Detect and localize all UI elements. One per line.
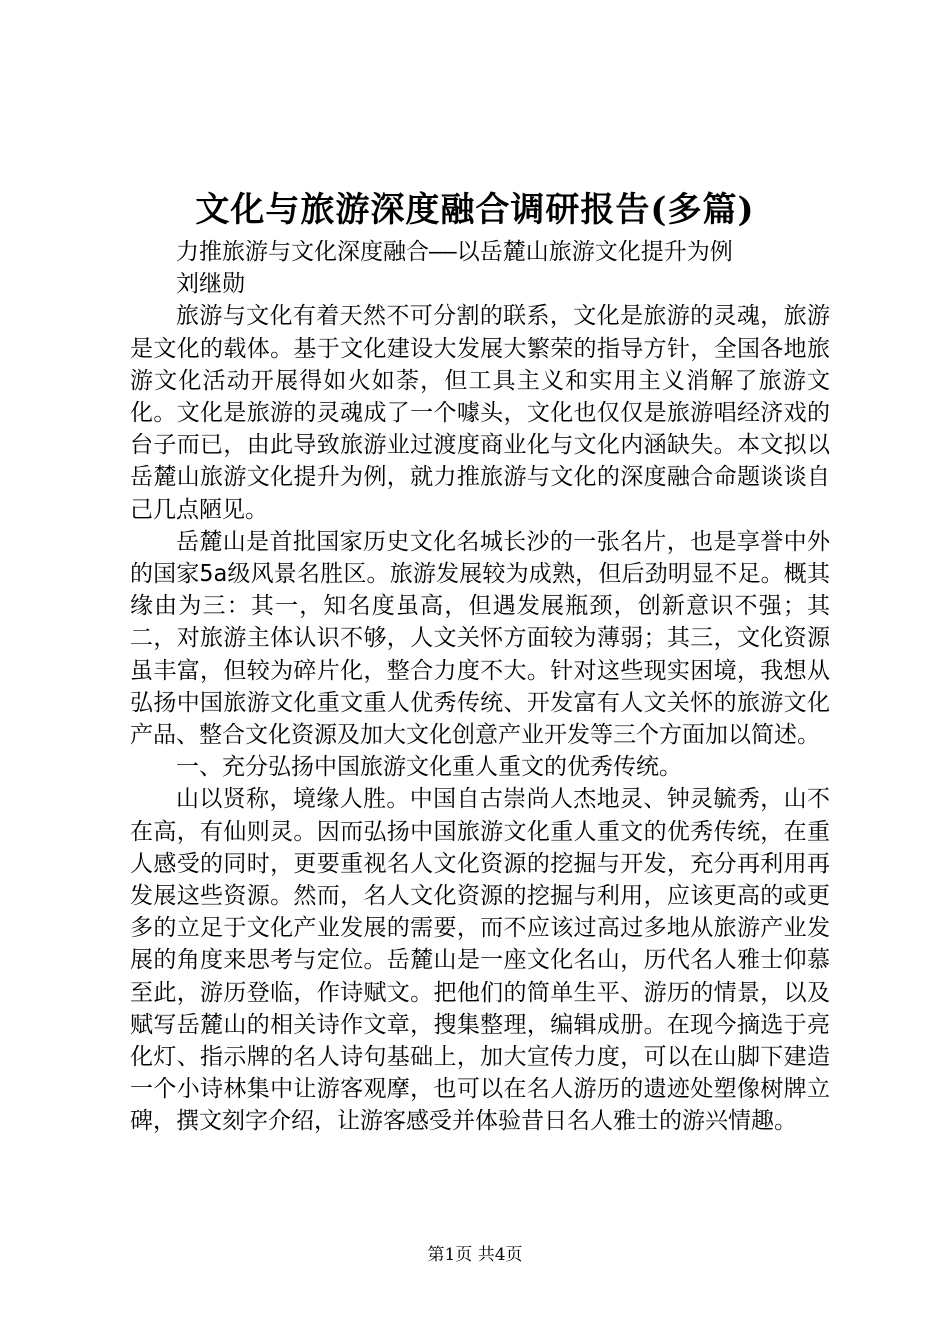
author-line: 刘继勋 [176, 271, 245, 298]
document-body [130, 236, 830, 1138]
paragraph-3: 山以贤称，境缘人胜。中国自古崇尚人杰地灵、钟灵毓秀，山不在高，有仙则灵。因而弘扬中国旅游文化重人重文的优秀传统，在重人感受的同时，更要重视名人文化资源的挖掘与开发，充分再利用再发展这些资源。然而，名人文化资源的挖掘与利用，应该更高的或更多的立足于文化产业发展的需要，而不应该过高过多地从旅游产业发展的角度来思考与定位。岳麓山是一座文化名山，历代名人雅士仰慕至此，游历登临，作诗赋文。把他们的简单生平、游历的情景，以及赋写岳麓山的相关诗作文章，搜集整理，编辑成册。在现今摘选于亮化灯、指示牌的名人诗句基础上，加大宣传力度，可以在山脚下建造一个小诗林集中让游客观摩，也可以在名人游历的遗迹处塑像树牌立碑，撰文刻字介绍，让游客感受并体验昔日名人雅士的游兴情趣。 [130, 786, 830, 1135]
document-title: 文化与旅游深度融合调研报告(多篇) [195, 190, 755, 230]
page-footer: 第1页 共4页 [427, 1245, 523, 1265]
paragraph-1: 旅游与文化有着天然不可分割的联系，文化是旅游的灵魂，旅游是文化的载体。基于文化建设大发展大繁荣的指导方针，全国各地旅游文化活动开展得如火如荼，但工具主义和实用主义消解了旅游文化。文化是旅游的灵魂成了一个噱头，文化也仅仅是旅游唱经济戏的台子而已，由此导致旅游业过渡度商业化与文化内涵缺失。本文拟以岳麓山旅游文化提升为例，就力推旅游与文化的深度融合命题谈谈自己几点陋见。 [130, 303, 830, 523]
paragraph-2: 岳麓山是首批国家历史文化名城长沙的一张名片，也是享誉中外的国家5a级风景名胜区。旅游发展较为成熟，但后劲明显不足。概其缘由为三：其一，知名度虽高，但遇发展瓶颈，创新意识不强；其二，对旅游主体认识不够，人文关怀方面较为薄弱；其三，文化资源虽丰富，但较为碎片化，整合力度不大。针对这些现实困境，我想从弘扬中国旅游文化重文重人优秀传统、开发富有人文关怀的旅游文化产品、整合文化资源及加大文化创意产业开发等三个方面加以简述。 [130, 528, 830, 749]
section-heading-1: 一、充分弘扬中国旅游文化重人重文的优秀传统。 [176, 754, 682, 781]
subtitle-line: 力推旅游与文化深度融合——以岳麓山旅游文化提升为例 [176, 239, 733, 265]
